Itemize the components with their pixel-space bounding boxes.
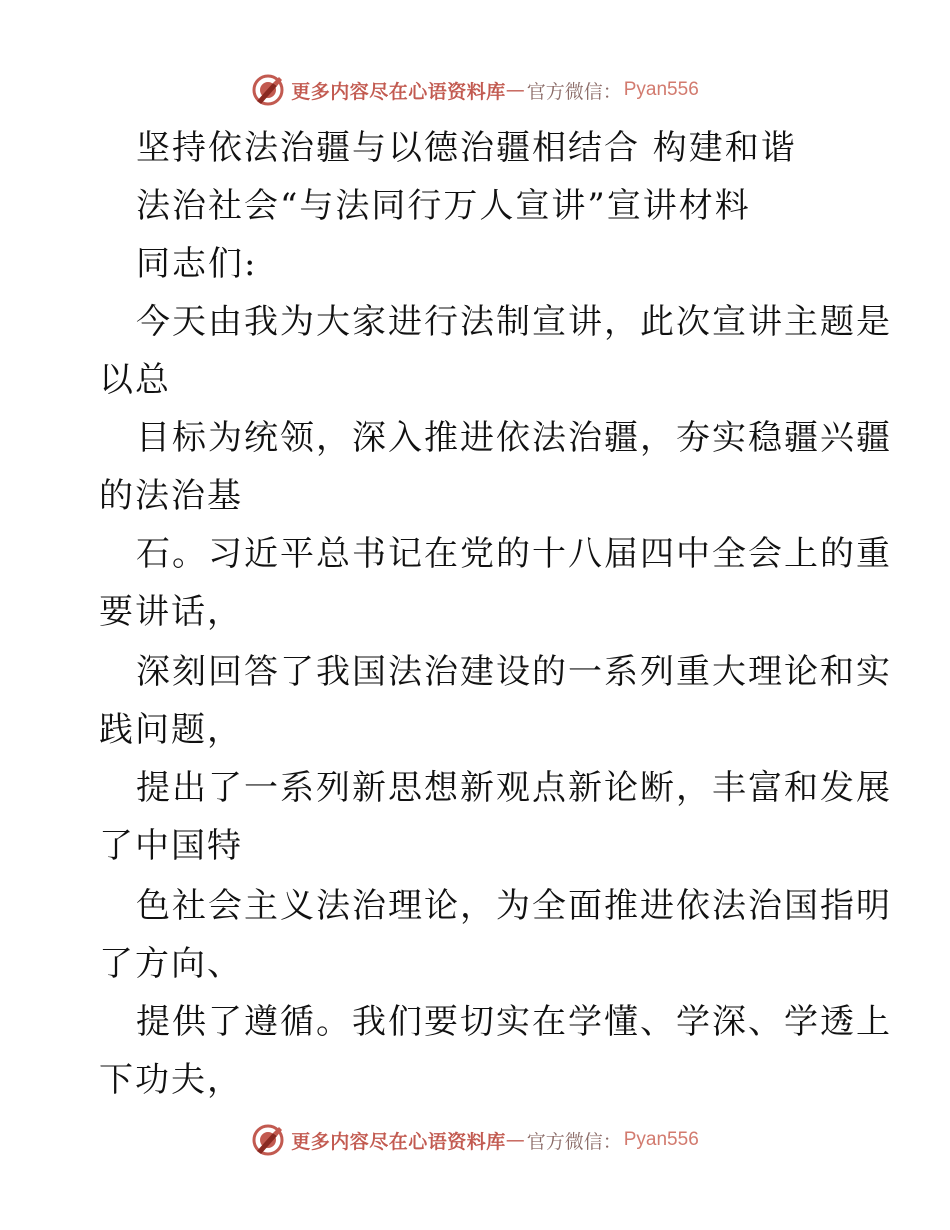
watermark-main-text: 更多内容尽在心语资料库 xyxy=(291,80,506,103)
watermark-main-text: 更多内容尽在心语资料库 xyxy=(291,1130,506,1153)
watermark-wechat-id: Pyan556 xyxy=(623,1129,699,1150)
paragraph-line: 提供了遵循。我们要切实在学懂、学深、学透上 xyxy=(136,1002,892,1042)
watermark-wechat-id: Pyan556 xyxy=(623,79,699,100)
salutation: 同志们: xyxy=(136,244,258,284)
footer-watermark xyxy=(0,1120,950,1160)
watermark-dash: — xyxy=(505,79,525,101)
watermark-label: 官方微信： xyxy=(526,1130,622,1153)
paragraph-line: 色社会主义法治理论，为全面推进依法治国指明 xyxy=(136,886,892,926)
paragraph-line: 了方向、 xyxy=(99,944,243,984)
paragraph-line: 的法治基 xyxy=(99,476,243,516)
paragraph-line: 以总 xyxy=(99,360,171,400)
pen-circle-logo-icon xyxy=(251,1123,285,1157)
paragraph-line: 践问题， xyxy=(99,710,243,750)
paragraph-line: 今天由我为大家进行法制宣讲，此次宣讲主题是 xyxy=(136,302,892,342)
paragraph-line: 了中国特 xyxy=(99,826,243,866)
paragraph-line: 深刻回答了我国法治建设的一系列重大理论和实 xyxy=(136,652,892,692)
paragraph-line: 目标为统领，深入推进依法治疆，夯实稳疆兴疆 xyxy=(136,418,892,458)
paragraph-line: 石。习近平总书记在党的十八届四中全会上的重 xyxy=(136,534,892,574)
document-title-line-1: 坚持依法治疆与以德治疆相结合 构建和谐 xyxy=(136,128,797,168)
paragraph-line: 下功夫， xyxy=(99,1060,243,1100)
watermark-dash: — xyxy=(505,1129,525,1151)
paragraph-line: 要讲话， xyxy=(99,592,243,632)
watermark-label: 官方微信： xyxy=(526,80,622,103)
document-title-line-2: 法治社会“与法同行万人宣讲”宣讲材料 xyxy=(136,186,751,226)
paragraph-line: 提出了一系列新思想新观点新论断，丰富和发展 xyxy=(136,768,892,808)
